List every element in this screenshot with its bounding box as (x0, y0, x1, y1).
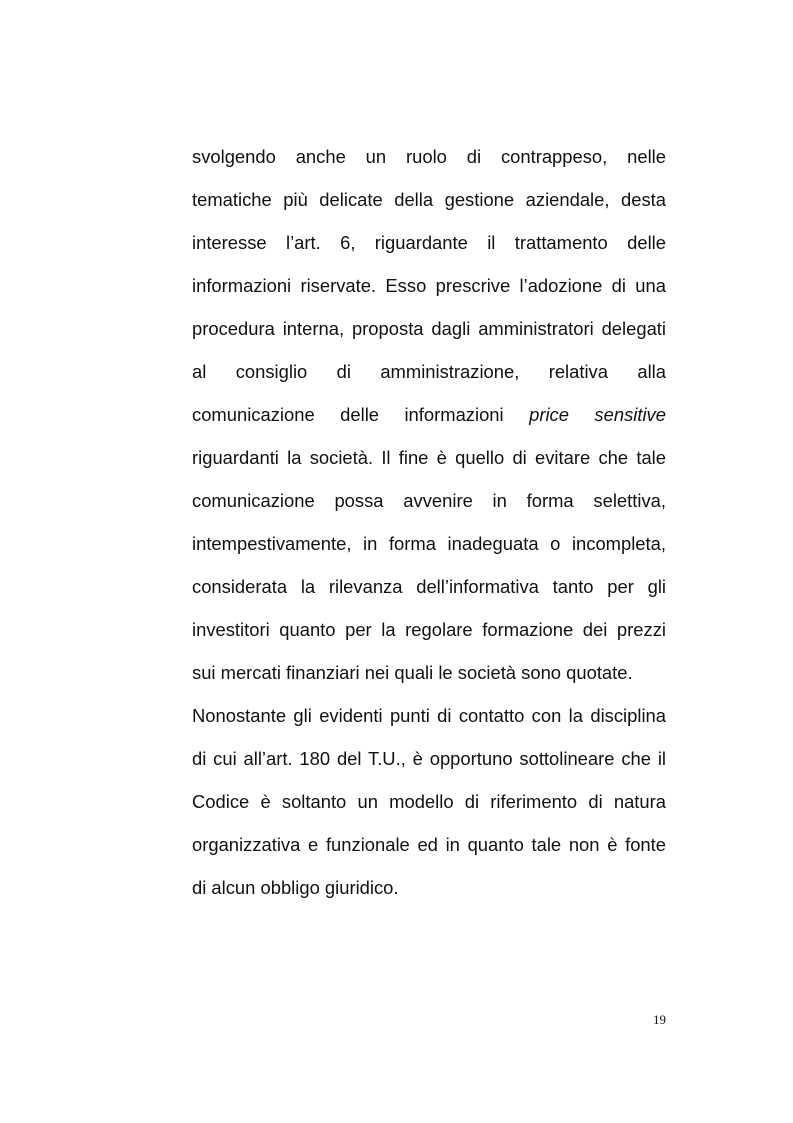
text-line: Nonostante gli evidenti punti di contatto con la disciplina (192, 705, 666, 726)
text-line: interesse l’art. 6, riguardante il trattamento delle (192, 232, 666, 253)
italic-term: price sensitive (529, 404, 666, 425)
text-line: procedura interna, proposta dagli amministratori delegati (192, 318, 666, 339)
page-number: 19 (653, 1012, 666, 1027)
text-line: Codice è soltanto un modello di riferimento di natura (192, 791, 666, 812)
text-line: organizzativa e funzionale ed in quanto tale non è fonte (192, 834, 666, 855)
text-line: di cui all’art. 180 del T.U., è opportuno sottolineare che il (192, 748, 666, 769)
body-text (192, 135, 666, 909)
text-line: svolgendo anche un ruolo di contrappeso, nelle (192, 146, 666, 167)
text-line: considerata la rilevanza dell’informativa tanto per gli (192, 576, 666, 597)
text-line: informazioni riservate. Esso prescrive l’adozione di una (192, 275, 666, 296)
text-line: sui mercati finanziari nei quali le società sono quotate. (192, 662, 633, 683)
text-line (192, 393, 666, 436)
text-line: comunicazione possa avvenire in forma selettiva, (192, 490, 666, 511)
text-line: investitori quanto per la regolare formazione dei prezzi (192, 619, 666, 640)
text-line: tematiche più delicate della gestione aziendale, desta (192, 189, 666, 210)
text-line: intempestivamente, in forma inadeguata o incompleta, (192, 533, 666, 554)
text-line: al consiglio di amministrazione, relativa alla (192, 361, 666, 382)
text-line: di alcun obbligo giuridico. (192, 877, 399, 898)
text-line: riguardanti la società. Il fine è quello di evitare che tale (192, 447, 666, 468)
text-line-prefix: comunicazione delle informazioni (192, 404, 530, 425)
